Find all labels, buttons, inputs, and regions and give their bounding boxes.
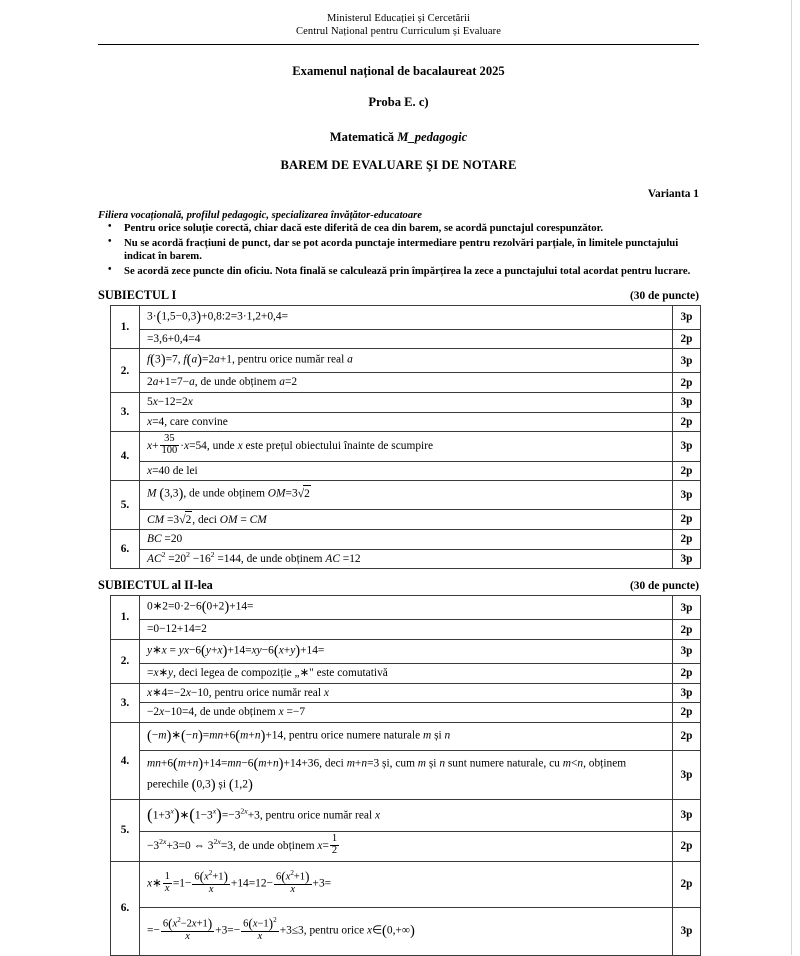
points-cell: 2p <box>673 373 701 393</box>
header-divider <box>98 44 699 45</box>
table-row <box>111 349 701 373</box>
section-points: (30 de puncte) <box>630 289 699 302</box>
table-row <box>111 861 701 907</box>
subject-title <box>98 130 699 145</box>
item-number: 4. <box>111 432 140 481</box>
item-number: 6. <box>111 530 140 569</box>
item-number: 2. <box>111 639 140 683</box>
fraction: $\frac{6(x^2+1)}{x}$ <box>275 869 310 896</box>
table-row <box>111 639 701 663</box>
item-number: 1. <box>111 305 140 349</box>
section-heading-subiectul-1 <box>98 288 699 303</box>
ministry-line-1: Ministerul Educației și Cercetării <box>326 13 471 24</box>
item-number: 1. <box>111 596 140 640</box>
solution-line: =0−12+14=2 <box>140 620 673 640</box>
table-row <box>111 393 701 413</box>
points-cell: 3p <box>673 549 701 569</box>
solution-line: x=40 de lei <box>140 461 673 481</box>
solution-line: x∗ $\frac{1}{x}$ =1− $\frac{6(x^2+1)}{x}$ +14=12− $\frac{6(x^2+1)}{x}$ +3= <box>140 861 673 907</box>
fraction: $\frac{6(x^2-2x+1)}{x}$ <box>162 916 213 943</box>
solution-line: −2x−10=4, de unde obținem x =−7 <box>140 703 673 723</box>
points-cell: 3p <box>673 596 701 620</box>
table-row <box>111 831 701 861</box>
fraction: $\frac{1}{2}$ <box>331 832 338 856</box>
solution-line: $AC^2 =20^2 -16^2 =144$, de unde obținem AC =12 <box>140 549 673 569</box>
instruction-item <box>98 222 699 236</box>
item-number: 6. <box>111 861 140 955</box>
bullet-icon: • <box>108 263 112 275</box>
sqrt-symbol: √2 <box>179 511 192 529</box>
varianta-label: Varianta 1 <box>647 187 699 200</box>
table-row <box>111 620 701 640</box>
points-cell: 2p <box>673 412 701 432</box>
solution-line: CM =3√2, deci OM = CM <box>140 509 673 530</box>
table-row <box>111 373 701 393</box>
ministry-header <box>98 0 699 39</box>
table-row <box>111 800 701 832</box>
points-cell: 3p <box>673 481 701 509</box>
solution-line: =− $\frac{6(x^2-2x+1)}{x}$ +3=− $\frac{6(x-1)^2}{x}$ +3≤3, pentru orice x∈(0,+∞) <box>140 907 673 955</box>
solution-line: x+ $\frac{35}{100}$ ·x=54, unde x este prețul obiectului înainte de scumpire <box>140 432 673 462</box>
points-cell: 2p <box>673 722 701 750</box>
solution-line: =3,6+0,4=4 <box>140 329 673 349</box>
points-cell: 2p <box>673 620 701 640</box>
table-row <box>111 663 701 683</box>
table-row <box>111 461 701 481</box>
instruction-text: Se acordă zece puncte din oficiu. Nota finală se calculează prin împărțirea la zece a punctajului total acordat pentru lucrare. <box>124 264 691 277</box>
fraction: $\frac{6(x-1)^2}{x}$ <box>243 916 277 943</box>
fraction: $\frac{1}{x}$ <box>164 870 170 894</box>
table-row <box>111 683 701 703</box>
table-row <box>111 509 701 530</box>
instruction-text: Pentru orice soluție corectă, chiar dacă este diferită de cea din barem, se acordă punctajul corespunzător. <box>124 221 604 234</box>
solution-line: x=4, care convine <box>140 412 673 432</box>
solution-line: $(1+3^x)∗(1-3^x)=-3^{2x}+3$, pentru orice număr real x <box>140 800 673 832</box>
table-row <box>111 530 701 550</box>
fraction: $\frac{6(x^2+1)}{x}$ <box>194 869 228 896</box>
table-row <box>111 481 701 509</box>
points-cell: 3p <box>673 639 701 663</box>
instruction-item <box>98 237 699 264</box>
table-row <box>111 412 701 432</box>
points-cell: 2p <box>673 703 701 723</box>
solution-line: f(3)=7, f(a)=2a+1, pentru orice număr real a <box>140 349 673 373</box>
ministry-line-2: Centrul Național pentru Curriculum și Evaluare <box>296 26 501 38</box>
sqrt-symbol: √2 <box>298 485 311 503</box>
barem-title: BAREM DE EVALUARE ŞI DE NOTARE <box>280 157 517 172</box>
points-cell: 3p <box>673 800 701 832</box>
solution-line: x∗4=−2x−10, pentru orice număr real x <box>140 683 673 703</box>
points-cell: 2p <box>673 530 701 550</box>
instruction-text: Nu se acordă fracțiuni de punct, dar se pot acorda punctaje intermediare pentru rezolvări parțiale, în limitele punctajului indicat în barem. <box>124 236 679 263</box>
proba-title: Proba E. c) <box>368 94 429 109</box>
solution-line: M (3,3), de unde obținem OM=3√2 <box>140 481 673 509</box>
item-number: 3. <box>111 683 140 722</box>
item-number: 4. <box>111 722 140 799</box>
section-points: (30 de puncte) <box>630 580 699 593</box>
subject-code: M_pedagogic <box>397 129 468 144</box>
table-row <box>111 329 701 349</box>
points-cell: 2p <box>673 663 701 683</box>
points-cell: 2p <box>673 329 701 349</box>
solution-line: BC =20 <box>140 530 673 550</box>
title-block <box>98 64 699 173</box>
item-number: 5. <box>111 481 140 530</box>
table-row <box>111 305 701 329</box>
solution-line: 5x−12=2x <box>140 393 673 413</box>
item-number: 2. <box>111 349 140 393</box>
solution-line: 3·(1,5−0,3)+0,8:2=3·1,2+0,4= <box>140 305 673 329</box>
solution-line: =x∗y, deci legea de compoziție „∗" este comutativă <box>140 663 673 683</box>
points-cell: 2p <box>673 861 701 907</box>
subject-prefix: Matematică <box>329 129 398 144</box>
points-cell: 2p <box>673 461 701 481</box>
table-row <box>111 549 701 569</box>
points-cell: 3p <box>673 750 701 799</box>
section-title: SUBIECTUL I <box>98 287 177 302</box>
solution-line: (−m)∗(−n)=mn+6(m+n)+14, pentru orice numere naturale m și n <box>140 722 673 750</box>
solution-line: mn+6(m+n)+14=mn−6(m+n)+14+36, deci m+n=3 și, cum m și n sunt numere naturale, cu m<n, obținem perechile (0,3) și (1,2) <box>140 750 673 799</box>
solution-line: 2a+1=7−a, de unde obținem a=2 <box>140 373 673 393</box>
exam-title: Examenul național de bacalaureat 2025 <box>292 63 505 78</box>
item-number: 5. <box>111 800 140 862</box>
points-cell: 2p <box>673 831 701 861</box>
table-row <box>111 750 701 799</box>
barem-table-subiectul-1 <box>110 305 701 570</box>
table-row <box>111 432 701 462</box>
section-heading-subiectul-2 <box>98 578 699 593</box>
solution-line: $-3^{2x}+3=0$ ⇔ $3^{2x}=3$, de unde obținem x= $\frac{1}{2}$ <box>140 831 673 861</box>
section-title: SUBIECTUL al II-lea <box>98 578 213 593</box>
table-row <box>111 722 701 750</box>
filiera-line: Filiera vocațională, profilul pedagogic, specializarea învățător-educatoare <box>98 209 422 221</box>
table-row <box>111 596 701 620</box>
item-number: 3. <box>111 393 140 432</box>
points-cell: 2p <box>673 509 701 530</box>
points-cell: 3p <box>673 907 701 955</box>
table-row <box>111 907 701 955</box>
barem-table-subiectul-2 <box>110 595 701 955</box>
instruction-item <box>98 265 699 279</box>
solution-line: y∗x = yx−6(y+x)+14=xy−6(x+y)+14= <box>140 639 673 663</box>
points-cell: 3p <box>673 432 701 462</box>
instructions-list <box>98 222 699 279</box>
points-cell: 3p <box>673 393 701 413</box>
bullet-icon: • <box>108 235 112 247</box>
solution-line: 0∗2=0·2−6(0+2)+14= <box>140 596 673 620</box>
fraction: $\frac{35}{100}$ <box>161 433 178 457</box>
points-cell: 3p <box>673 349 701 373</box>
points-cell: 3p <box>673 683 701 703</box>
page-content <box>98 0 699 956</box>
points-cell: 3p <box>673 305 701 329</box>
table-row <box>111 703 701 723</box>
bullet-icon: • <box>108 220 112 232</box>
